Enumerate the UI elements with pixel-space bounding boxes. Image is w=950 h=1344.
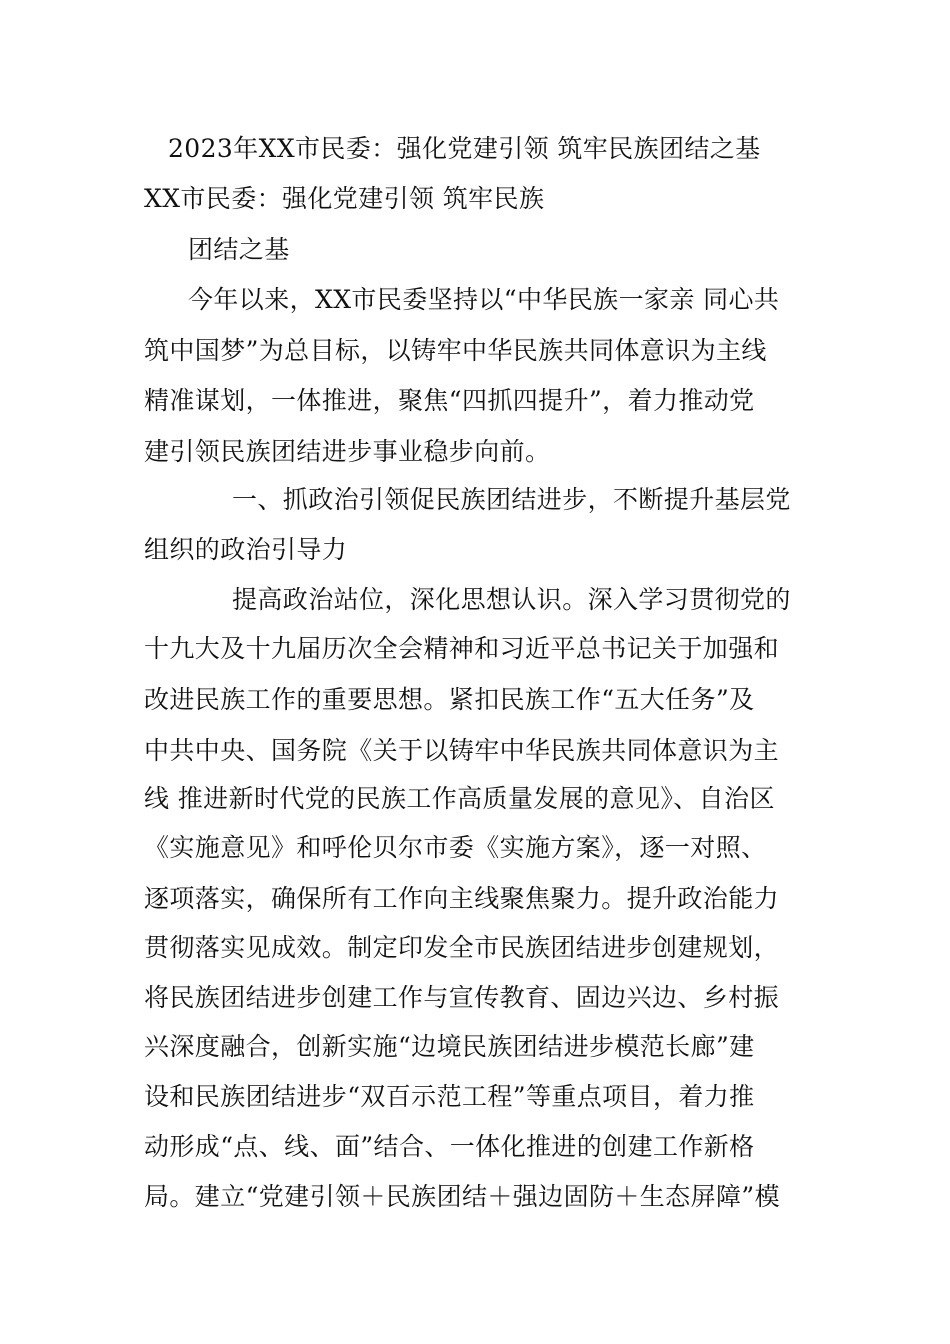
- intro-paragraph-line-1: 今年以来，XX市民委坚持以“中华民族一家亲 同心共: [188, 285, 780, 314]
- section-1-body-line-12: 动形成“点、线、面”结合、一体化推进的创建工作新格: [144, 1132, 755, 1161]
- section-1-body-line-1: 提高政治站位，深化思想认识。深入学习贯彻党的: [232, 585, 791, 614]
- intro-paragraph-line-2: 筑中国梦”为总目标，以铸牢中华民族共同体意识为主线: [144, 336, 767, 365]
- section-1-body-line-5: 线 推进新时代党的民族工作高质量发展的意见》、自治区: [144, 784, 775, 813]
- section-1-body-line-13: 局。建立“党建引领＋民族团结＋强边固防＋生态屏障”模: [144, 1182, 780, 1211]
- section-1-body-line-8: 贯彻落实见成效。制定印发全市民族团结进步创建规划，: [144, 933, 780, 962]
- section-1-body-line-3: 改进民族工作的重要思想。紧扣民族工作“五大任务”及: [144, 685, 755, 714]
- section-1-body-line-4: 中共中央、国务院《关于以铸牢中华民族共同体意识为主: [144, 736, 780, 765]
- intro-paragraph-line-3: 精准谋划，一体推进，聚焦“四抓四提升”，着力推动党: [144, 386, 755, 415]
- intro-paragraph-line-4: 建引领民族团结进步事业稳步向前。: [144, 437, 551, 466]
- section-1-body-line-11: 设和民族团结进步“双百示范工程”等重点项目，着力推: [144, 1082, 755, 1111]
- section-1-body-line-9: 将民族团结进步创建工作与宣传教育、固边兴边、乡村振: [144, 983, 780, 1012]
- section-1-body-line-2: 十九大及十九届历次全会精神和习近平总书记关于加强和: [144, 634, 780, 663]
- section-1-body-line-7: 逐项落实，确保所有工作向主线聚焦聚力。提升政治能力: [144, 884, 780, 913]
- document-subtitle-line-2: 团结之基: [188, 235, 290, 264]
- document-title: 2023年XX市民委：强化党建引领 筑牢民族团结之基: [168, 134, 761, 163]
- section-1-heading-line-2: 组织的政治引导力: [144, 535, 348, 564]
- document-subtitle-line-1: XX市民委：强化党建引领 筑牢民族: [144, 184, 545, 213]
- section-1-body-line-6: 《实施意见》和呼伦贝尔市委《实施方案》，逐一对照、: [144, 833, 767, 862]
- section-1-heading-line-1: 一、抓政治引领促民族团结进步，不断提升基层党: [232, 485, 791, 514]
- section-1-body-line-10: 兴深度融合，创新实施“边境民族团结进步模范长廊”建: [144, 1032, 755, 1061]
